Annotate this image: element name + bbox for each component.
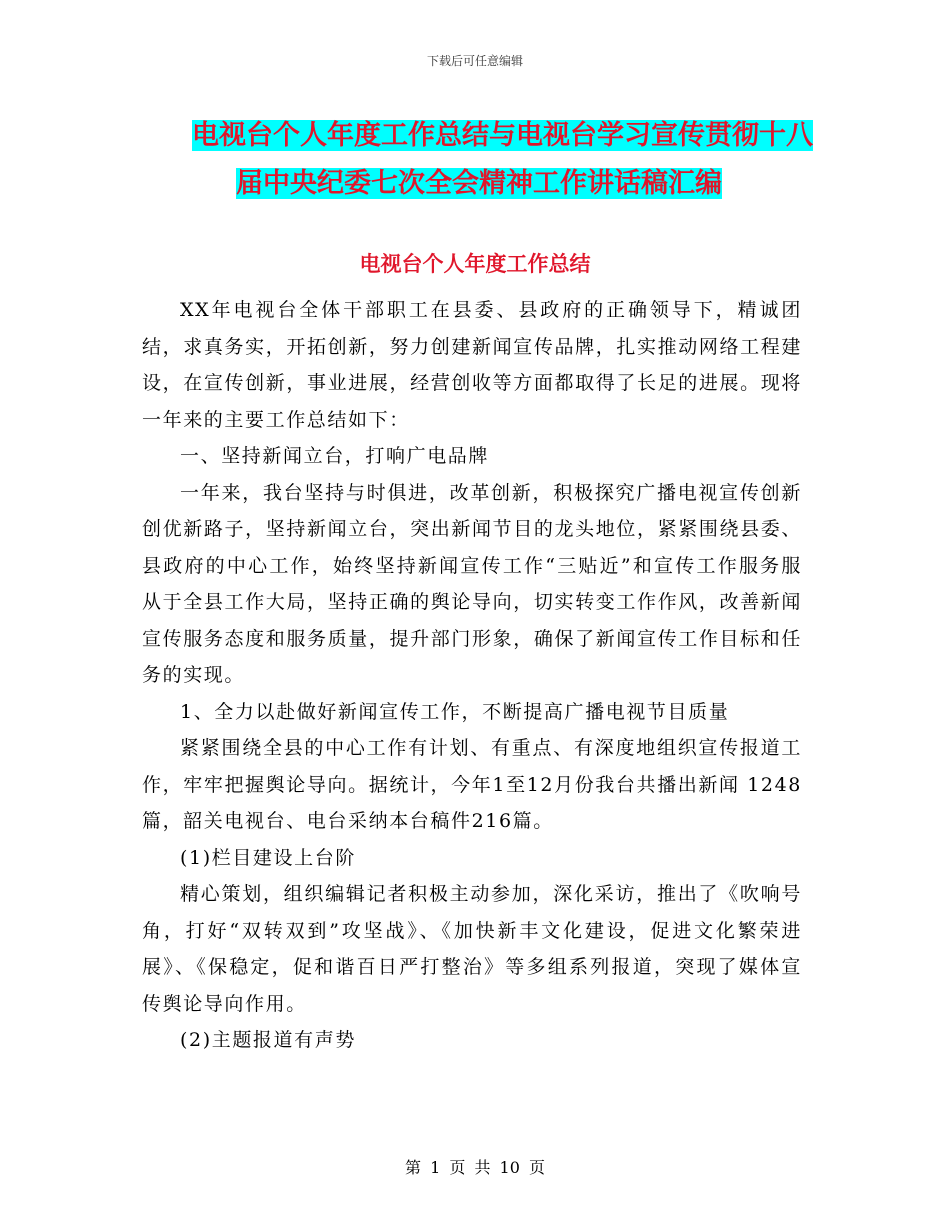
paragraph: 一、坚持新闻立台，打响广电品牌 <box>180 445 490 467</box>
paragraph: 1、全力以赴做好新闻宣传工作，不断提高广播电视节目质量 <box>180 700 730 723</box>
paragraph: (2)主题报道有声势 <box>180 1029 356 1051</box>
paragraph: 紧紧围绕全县的中心工作有计划、有重点、有深度地组织宣传报道工作，牢牢把握舆论导向。据统计，今年1至12月份我台共播出新闻 1248 篇，韶关电视台、电台采纳本台稿件216篇。 <box>142 737 802 832</box>
paragraph: 精心策划，组织编辑记者积极主动参加，深化采访，推出了《吹响号角，打好“双转双到”攻坚战》、《加快新丰文化建设，促进文化繁荣进展》、《保稳定，促和谐百日严打整治》等多组系列报道，突现了媒体宣传舆论导向作用。 <box>142 883 802 1015</box>
paragraph: XX年电视台全体干部职工在县委、县政府的正确领导下，精诚团结，求真务实，开拓创新，努力创建新闻宣传品牌，扎实推动网络工程建设，在宣传创新，事业进展，经营创收等方面都取得了长足的进展。现将一年来的主要工作总结如下： <box>142 299 802 431</box>
header-note: 下载后可任意编辑 <box>426 54 523 68</box>
title-line-1 <box>150 112 830 160</box>
paragraph: 一年来，我台坚持与时俱进，改革创新，积极探究广播电视宣传创新创优新路子，坚持新闻立台，突出新闻节目的龙头地位，紧紧围绕县委、县政府的中心工作，始终坚持新闻宣传工作“三贴近”和宣传工作服务服从于全县工作大局，坚持正确的舆论导向，切实转变工作作风，改善新闻宣传服务态度和服务质量，提升部门形象，确保了新闻宣传工作目标和任务的实现。 <box>142 481 802 686</box>
title-line-2-text: 届中央纪委七次全会精神工作讲话稿汇编 <box>236 168 722 199</box>
body-text <box>142 292 802 1059</box>
paragraph: (1)栏目建设上台阶 <box>180 846 356 869</box>
document-title <box>150 112 830 208</box>
title-line-2 <box>150 160 830 208</box>
section-title: 电视台个人年度工作总结 <box>359 252 591 276</box>
title-line-1-text: 电视台个人年度工作总结与电视台学习宣传贯彻十八 <box>192 120 813 151</box>
page-footer: 第 1 页 共 10 页 <box>405 1158 545 1177</box>
